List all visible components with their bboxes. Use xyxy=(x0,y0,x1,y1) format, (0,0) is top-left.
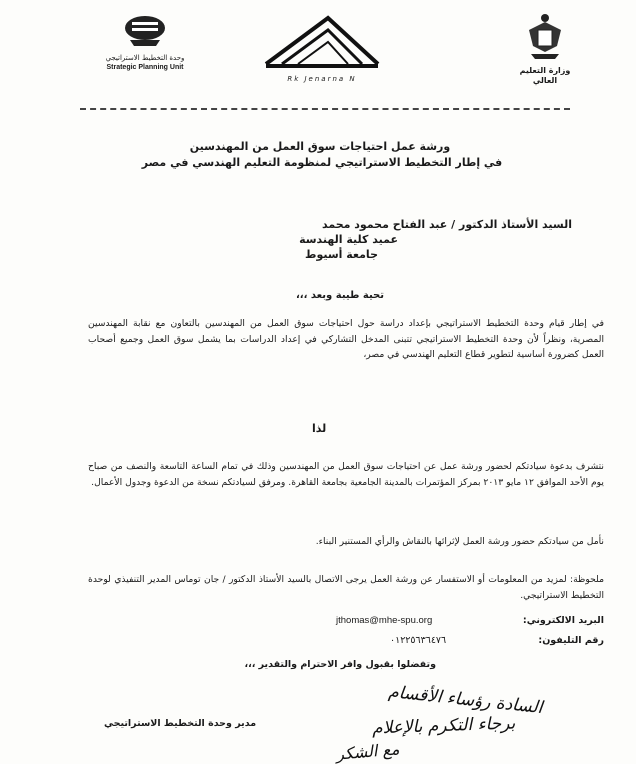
pyramid-logo-icon xyxy=(262,14,382,70)
closing-line: وتفضلوا بقبول وافر الاحترام والتقدير ،،، xyxy=(244,659,436,670)
header-divider xyxy=(80,108,570,110)
therefore-heading: لذا xyxy=(312,422,327,435)
body-paragraph-intro: في إطار قيام وحدة التخطيط الاستراتيجي بإعداد دراسة حول احتياجات سوق العمل من المهندسين بالتعاون مع نقابة المهندسين المصرية، ونظراً لأن وحدة التخطيط الاستراتيجي تتبنى المدخل التشاركي في إعداد الدراسات بما يشمل سوق العمل وجميع أصحاب العمل كضرورة أساسية لتطوير قطاع التعليم الهندسي في مصر، xyxy=(88,318,604,360)
ministry-name: وزارة التعليم العالي xyxy=(519,66,571,85)
note-paragraph: ملحوظة: لمزيد من المعلومات أو الاستفسار عن ورشة العمل يرجى الاتصال بالسيد الأستاذ الدكتور / جان توماس المدير التنفيذي لوحدة التخطيط الاستراتيجي. xyxy=(88,574,604,601)
center-logo xyxy=(262,14,382,83)
signatory-title: مدير وحدة التخطيط الاستراتيجي xyxy=(104,718,257,729)
center-logo-caption: Rk Jenarna N xyxy=(287,75,357,83)
spu-emblem-icon xyxy=(122,14,168,48)
document-subtitle: في إطار التخطيط الاستراتيجي لمنظومة التعليم الهندسي في مصر xyxy=(141,156,503,169)
phone-label: رقم التليفون: xyxy=(538,635,604,646)
document-title: ورشة عمل احتياجات سوق العمل من المهندسين xyxy=(189,140,451,153)
addressee-name: السيد الأستاذ الدكتور / عبد الفتاح محمود محمد xyxy=(321,218,572,231)
handwritten-note-line3: مع الشكر xyxy=(335,739,401,764)
left-logo-english: Strategic Planning Unit xyxy=(106,64,184,71)
body-paragraph-request: نأمل من سيادتكم حضور ورشة العمل لإثرائها بالنقاش والرأي المستنير البناء. xyxy=(315,536,604,547)
phone-number: ٠١٢٢٥٦٣٦٤٧٦ xyxy=(390,635,447,646)
addressee-position: عميد كلية الهندسة xyxy=(299,233,398,246)
ministry-logo xyxy=(508,12,582,86)
handwritten-note-line1: السادة رؤساء الأقسام xyxy=(387,681,544,719)
eagle-emblem-icon xyxy=(525,12,565,60)
handwritten-note-line2: برجاء التكرم بالإعلام xyxy=(371,713,516,739)
left-logo-arabic: وحدة التخطيط الاستراتيجي xyxy=(105,54,185,62)
email-label: البريد الالكتروني: xyxy=(522,615,604,626)
greeting: تحية طيبة وبعد ،،، xyxy=(296,290,384,301)
body-paragraph-invitation: نتشرف بدعوة سيادتكم لحضور ورشة عمل عن احتياجات سوق العمل من المهندسين وذلك في تمام الساعة التاسعة والنصف من صباح يوم الأحد الموافق ١٢ مايو ٢٠١٣ بمركز المؤتمرات بالمدينة الجامعية بجامعة القاهرة. ومرفق لسيادتكم نسخة من الدعوة وجدول الأعمال. xyxy=(88,461,604,488)
strategic-planning-unit-logo xyxy=(100,14,190,72)
email-address: jthomas@mhe-spu.org xyxy=(336,615,433,626)
addressee-university: جامعة أسيوط xyxy=(305,248,378,261)
